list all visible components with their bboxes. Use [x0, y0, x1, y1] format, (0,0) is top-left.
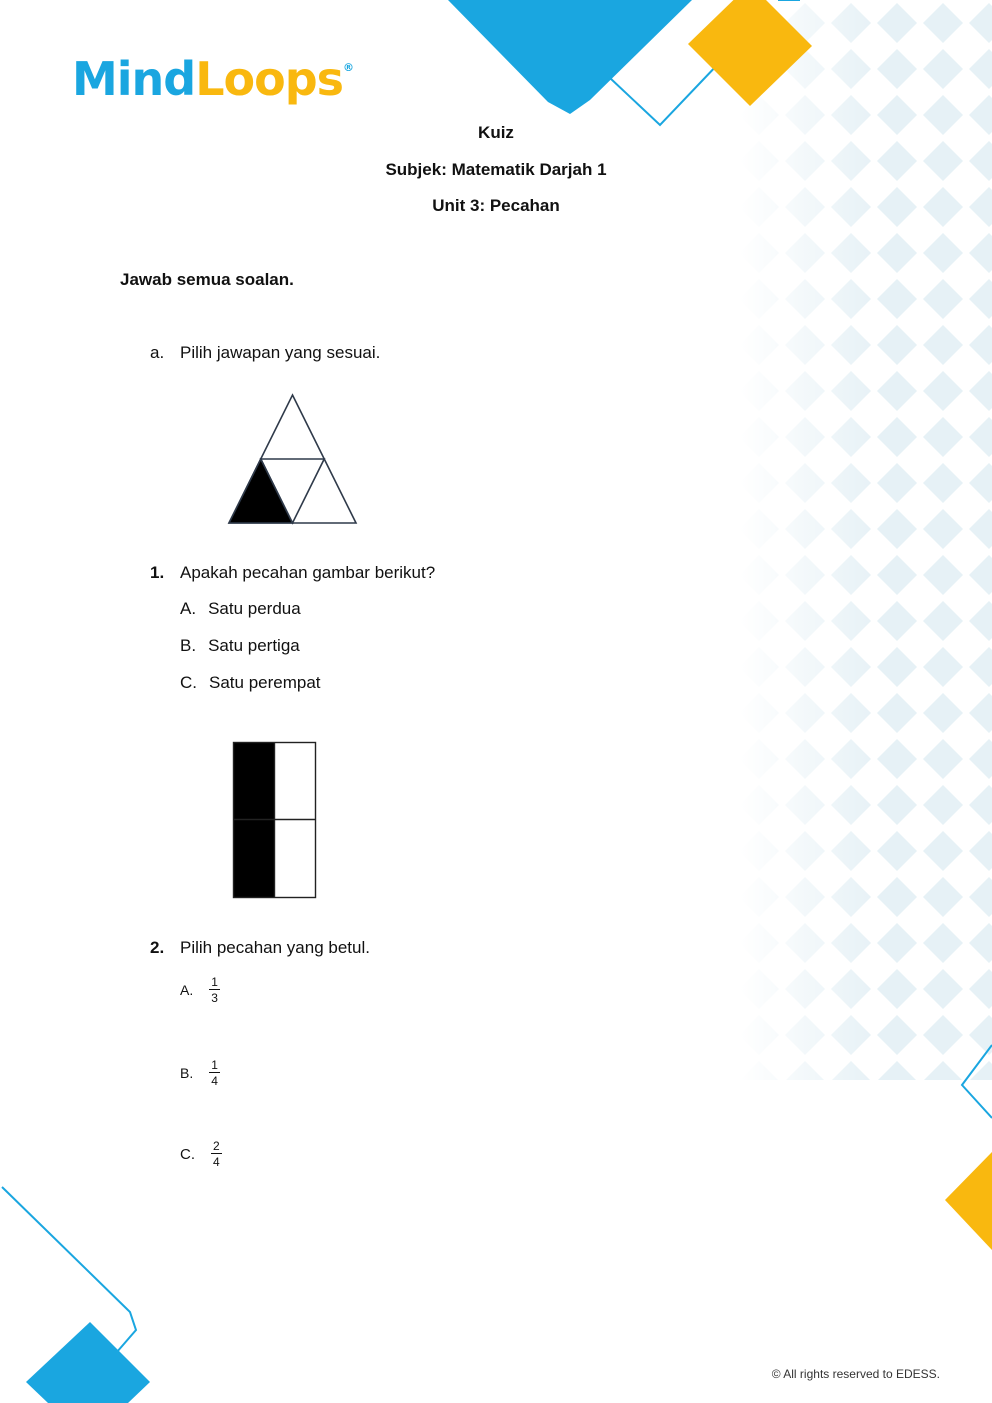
question-2-text: Pilih pecahan yang betul.: [180, 938, 370, 957]
triangle-fraction-figure: [224, 390, 364, 530]
q2-option-b[interactable]: B. $\frac{1}{4}$: [180, 1058, 218, 1088]
q1-option-b[interactable]: B. Satu pertiga: [180, 636, 300, 655]
mindloops-logo: MindLoops®: [72, 52, 354, 106]
fraction: $\frac{1}{3}$: [211, 975, 218, 1005]
fraction: $\frac{1}{4}$: [211, 1058, 218, 1088]
page-title: Kuiz: [478, 123, 514, 142]
unit-heading: Unit 3: Pecahan: [432, 196, 560, 215]
q1-option-c[interactable]: C. Satu perempat: [180, 673, 321, 692]
question-2-number: 2.: [150, 938, 165, 957]
section-a-text: Pilih jawapan yang sesuai.: [180, 343, 381, 362]
q2-option-a[interactable]: A. $\frac{1}{3}$: [180, 975, 218, 1005]
copyright-footer: © All rights reserved to EDESS.: [771, 1367, 940, 1381]
section-a-marker: a.: [150, 343, 165, 362]
question-1-number: 1.: [150, 563, 165, 582]
logo-loops-text: Loops: [195, 52, 344, 106]
q1-option-a[interactable]: A. Satu perdua: [180, 599, 301, 618]
instruction: Jawab semua soalan.: [120, 270, 294, 289]
q2-option-c[interactable]: C. $\frac{2}{4}$: [180, 1139, 220, 1169]
question-1-text: Apakah pecahan gambar berikut?: [180, 563, 436, 582]
fraction: $\frac{2}{4}$: [213, 1139, 220, 1169]
subject-heading: Subjek: Matematik Darjah 1: [385, 160, 607, 179]
grid-fraction-figure: [232, 741, 318, 901]
